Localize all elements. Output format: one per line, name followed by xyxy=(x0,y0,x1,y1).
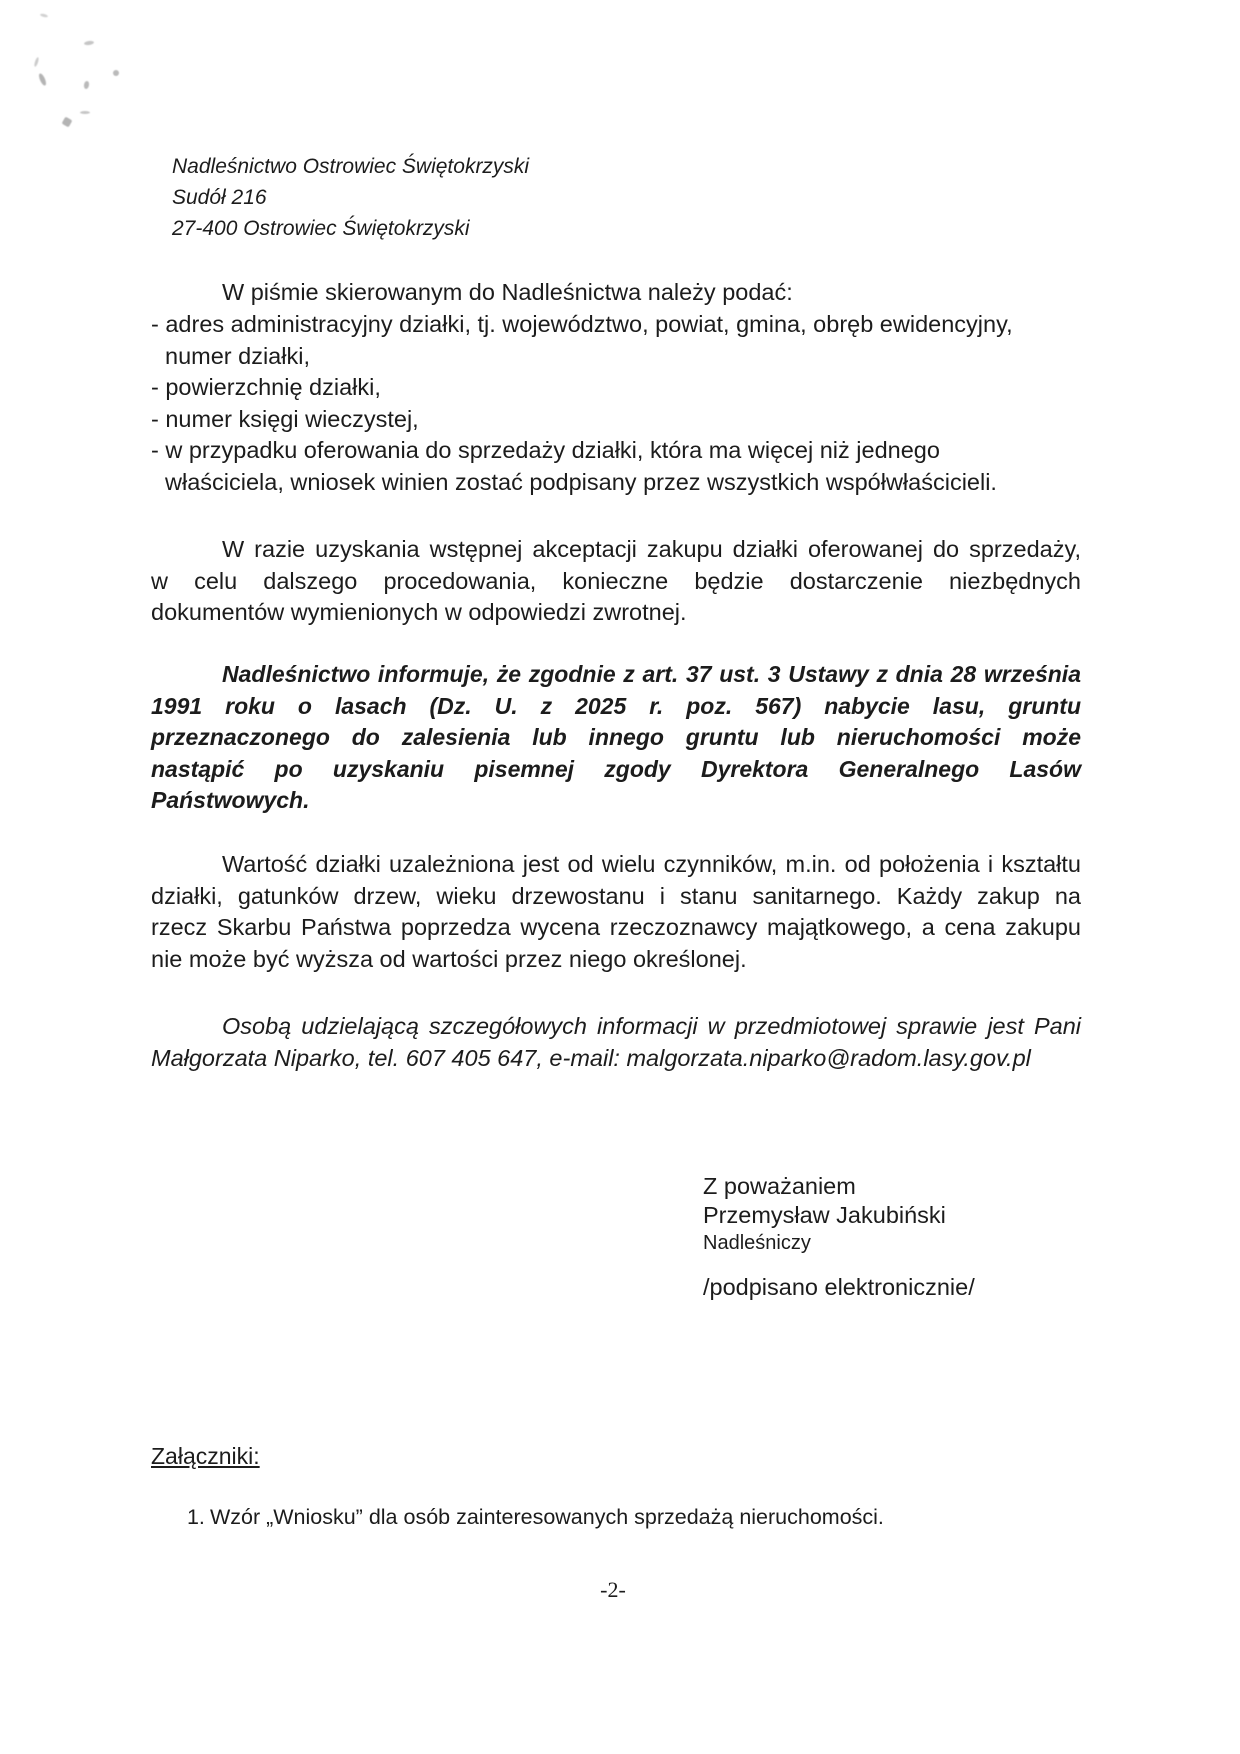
contact-paragraph xyxy=(151,1011,1081,1074)
text-line: nie może być wyższa od wartości przez niego określonej. xyxy=(151,945,747,972)
scan-speck xyxy=(84,40,94,45)
list-item xyxy=(151,404,1081,436)
valuation-paragraph xyxy=(151,849,1081,975)
signer-name: Przemysław Jakubiński xyxy=(703,1202,946,1228)
text-line: w celu dalszego procedowania, konieczne będzie dostarczenie niezbędnych xyxy=(151,567,1081,594)
list-item xyxy=(151,309,1081,372)
text-line: działki, gatunków drzew, wieku drzewostanu i stanu sanitarnego. Każdy zakup na xyxy=(151,882,1081,909)
text-line: Wartość działki uzależniona jest od wielu czynników, m.in. od położenia i kształtu xyxy=(222,851,1081,877)
page-number: -2- xyxy=(600,1577,626,1602)
requirements-list xyxy=(151,309,1081,498)
text-line: Sudół 216 xyxy=(172,186,267,209)
signer-title: Nadleśniczy xyxy=(703,1232,811,1254)
text-line: 1991 roku o lasach (Dz. U. z 2025 r. poz. 567) nabycie lasu, gruntu xyxy=(151,692,1081,719)
text-line: Osobą udzielającą szczegółowych informacji w przedmiotowej sprawie jest Pani xyxy=(222,1013,1081,1039)
scan-speck xyxy=(62,117,73,128)
legal-notice-paragraph xyxy=(151,659,1081,817)
attachment-text: Wzór „Wniosku” dla osób zainteresowanych sprzedażą nieruchomości. xyxy=(209,1505,884,1529)
text-line: - w przypadku oferowania do sprzedaży działki, która ma więcej niż jednego xyxy=(151,437,940,463)
text-line: Państwowych. xyxy=(151,787,310,813)
text-line: - adres administracyjny działki, tj. województwo, powiat, gmina, obręb ewidencyjny, xyxy=(151,311,1013,337)
attachment-item xyxy=(175,1475,884,1531)
scan-speck xyxy=(34,57,40,67)
intro-paragraph xyxy=(151,277,1081,309)
text-line: Małgorzata Niparko, tel. 607 405 647, e-mail: malgorzata.niparko@radom.lasy.gov.pl xyxy=(151,1044,1031,1071)
scan-speck xyxy=(80,111,90,114)
electronic-signature-note: /podpisano elektronicznie/ xyxy=(703,1274,975,1300)
list-item xyxy=(151,372,1081,404)
scan-speck xyxy=(83,81,89,90)
text-line: Nadleśnictwo Ostrowiec Świętokrzyski xyxy=(172,155,530,178)
text-line: - numer księgi wieczystej, xyxy=(151,405,419,432)
list-item xyxy=(151,435,1081,498)
signature-block xyxy=(703,1172,946,1256)
text-line: rzecz Skarbu Państwa poprzedza wycena rzeczoznawcy majątkowego, a cena zakupu xyxy=(151,914,1081,940)
text-line: numer działki, xyxy=(165,342,310,369)
acceptance-paragraph xyxy=(151,534,1081,629)
attachments-heading: Załączniki: xyxy=(151,1443,260,1469)
closing-phrase: Z poważaniem xyxy=(703,1173,856,1199)
scan-speck xyxy=(38,73,48,87)
scan-speck xyxy=(40,13,48,18)
text-line: nastąpić po uzyskaniu pisemnej zgody Dyrektora Generalnego Lasów xyxy=(151,755,1081,782)
text-line: W piśmie skierowanym do Nadleśnictwa należy podać: xyxy=(222,279,793,305)
recipient-address xyxy=(172,151,529,244)
scan-speck xyxy=(113,70,119,76)
attachment-number: 1. xyxy=(186,1505,205,1529)
text-line: przeznaczonego do zalesienia lub innego gruntu lub nieruchomości może xyxy=(151,724,1081,750)
text-line: właściciela, wniosek winien zostać podpisany przez wszystkich współwłaścicieli. xyxy=(165,468,997,495)
text-line: dokumentów wymienionych w odpowiedzi zwrotnej. xyxy=(151,599,687,625)
text-line: - powierzchnię działki, xyxy=(151,374,381,400)
text-line: 27-400 Ostrowiec Świętokrzyski xyxy=(172,217,470,240)
text-line: W razie uzyskania wstępnej akceptacji zakupu działki oferowanej do sprzedaży, xyxy=(222,536,1081,562)
text-line: Nadleśnictwo informuje, że zgodnie z art. 37 ust. 3 Ustawy z dnia 28 września xyxy=(222,661,1081,687)
